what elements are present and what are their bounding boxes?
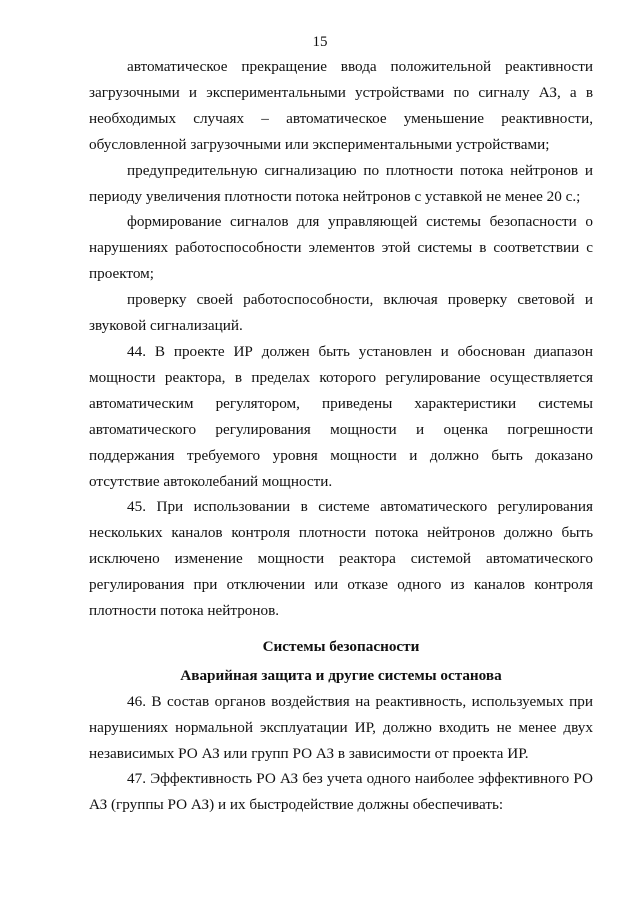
paragraph-warning-signaling: предупредительную сигнализацию по плотности потока нейтронов и периоду увеличения плотности потока нейтронов с уставкой не менее 20 с.; xyxy=(89,161,593,205)
paragraph-46: 46. В состав органов воздействия на реактивность, используемых при нарушениях нормальной эксплуатации ИР, должно входить не менее двух независимых РО АЗ или групп РО АЗ в зависимости от проекта ИР. xyxy=(89,692,593,762)
paragraph-safety-signals: формирование сигналов для управляющей системы безопасности о нарушениях работоспособности элементов этой системы в соответствии с проектом; xyxy=(89,213,593,283)
page-number: 15 xyxy=(312,34,328,50)
paragraph-45: 45. При использовании в системе автоматического регулирования нескольких каналов контроля плотности потока нейтронов должно быть исключено изменение мощности реактора системой автоматического регулирования при отключении или отказе одного из каналов контроля плотности потока нейтронов. xyxy=(89,498,593,620)
subsection-heading: Аварийная защита и другие системы останова xyxy=(180,666,502,684)
paragraph-44: 44. В проекте ИР должен быть установлен и обоснован диапазон мощности реактора, в пределах которого регулирование осуществляется автоматическим регулятором, приведены характеристики системы автоматического регулирования мощности и оценка погрешности поддержания требуемого уровня мощности и должно быть доказано отсутствие автоколебаний мощности. xyxy=(89,342,593,490)
section-heading: Системы безопасности xyxy=(262,637,420,655)
paragraph-47: 47. Эффективность РО АЗ без учета одного наиболее эффективного РО АЗ (группы РО АЗ) и их быстродействие должны обеспечивать: xyxy=(89,770,593,814)
document-body xyxy=(89,54,593,818)
paragraph-auto-stop-reactivity: автоматическое прекращение ввода положительной реактивности загрузочными и экспериментальными устройствами по сигналу АЗ, а в необходимых случаях – автоматическое уменьшение реактивности, обусловленной загрузочными или экспериментальными устройствами; xyxy=(89,58,593,153)
paragraph-self-check: проверку своей работоспособности, включая проверку световой и звуковой сигнализаций. xyxy=(89,291,593,335)
